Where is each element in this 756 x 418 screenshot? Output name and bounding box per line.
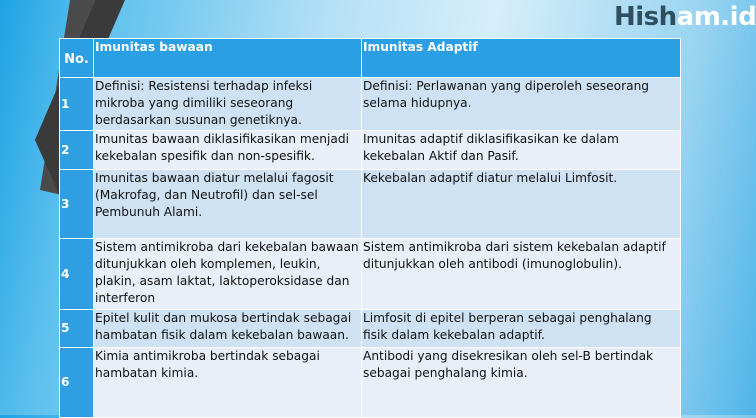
row-number: 1	[60, 78, 94, 131]
adaptive-cell: Kekebalan adaptif diatur melalui Limfosit.	[362, 170, 681, 239]
table-row	[60, 78, 681, 131]
immunity-comparison-table	[59, 38, 681, 418]
table-row	[60, 310, 681, 348]
adaptive-cell: Antibodi yang disekresikan oleh sel-B bertindak sebagai penghalang kimia.	[362, 348, 681, 418]
innate-cell: Kimia antimikroba bertindak sebagai hambatan kimia.	[94, 348, 362, 418]
table-row	[60, 131, 681, 170]
header-no: No.	[60, 39, 94, 78]
adaptive-cell: Sistem antimikroba dari sistem kekebalan adaptif ditunjukkan oleh antibodi (imunoglobulin).	[362, 239, 681, 310]
row-number: 4	[60, 239, 94, 310]
table-row	[60, 239, 681, 310]
row-number: 2	[60, 131, 94, 170]
row-number: 3	[60, 170, 94, 239]
watermark-logo: Hisham.id	[614, 2, 756, 32]
row-number: 5	[60, 310, 94, 348]
innate-cell: Epitel kulit dan mukosa bertindak sebagai hambatan fisik dalam kekebalan bawaan.	[94, 310, 362, 348]
header-adaptive: Imunitas Adaptif	[362, 39, 681, 78]
adaptive-cell: Definisi: Perlawanan yang diperoleh seseorang selama hidupnya.	[362, 78, 681, 131]
innate-cell: Sistem antimikroba dari kekebalan bawaan ditunjukkan oleh komplemen, leukin, plakin, asam laktat, laktoperoksidase dan interferon	[94, 239, 362, 310]
header-innate: Imunitas bawaan	[94, 39, 362, 78]
innate-cell: Imunitas bawaan diatur melalui fagosit (Makrofag, dan Neutrofil) dan sel-sel Pembunuh Alami.	[94, 170, 362, 239]
table-row	[60, 348, 681, 418]
table-header-row	[60, 39, 681, 78]
innate-cell: Definisi: Resistensi terhadap infeksi mikroba yang dimiliki seseorang berdasarkan susunan genetiknya.	[94, 78, 362, 131]
row-number: 6	[60, 348, 94, 418]
table-row	[60, 170, 681, 239]
adaptive-cell: Imunitas adaptif diklasifikasikan ke dalam kekebalan Aktif dan Pasif.	[362, 131, 681, 170]
adaptive-cell: Limfosit di epitel berperan sebagai penghalang fisik dalam kekebalan adaptif.	[362, 310, 681, 348]
innate-cell: Imunitas bawaan diklasifikasikan menjadi kekebalan spesifik dan non-spesifik.	[94, 131, 362, 170]
